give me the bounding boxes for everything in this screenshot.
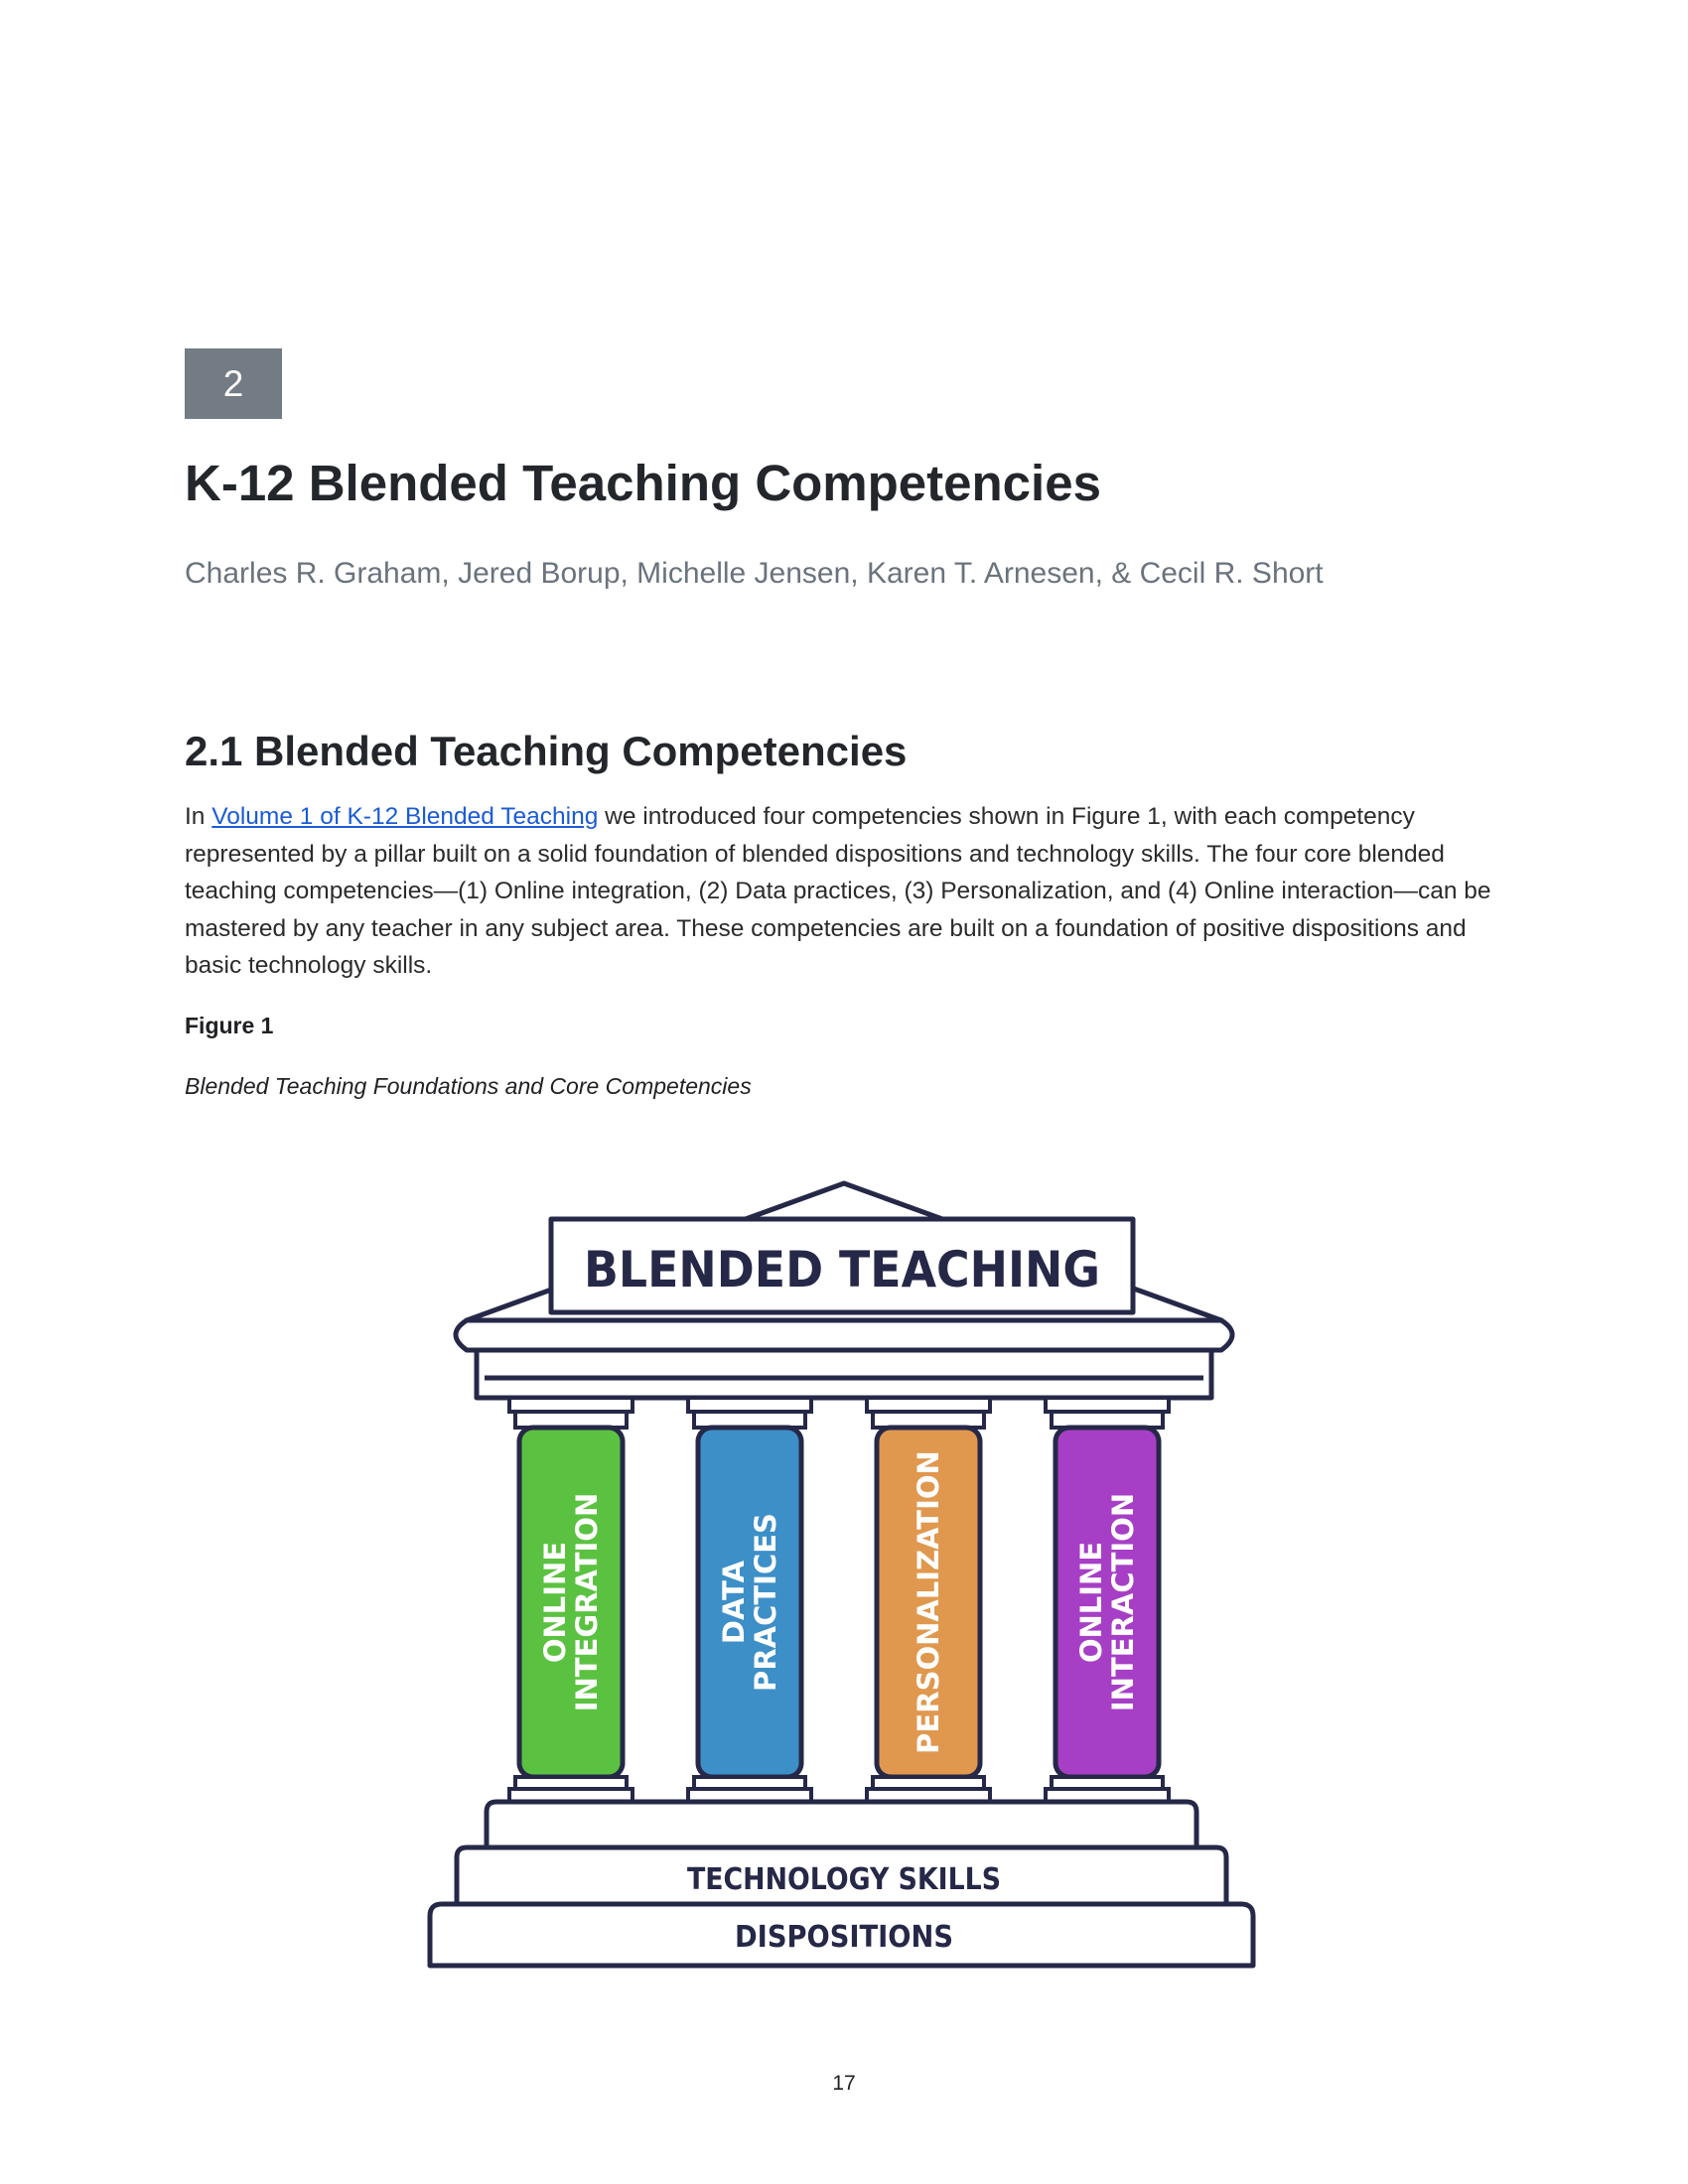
pillar-2: [688, 1398, 811, 1802]
pillar-label-1: ONLINEINTEGRATION: [538, 1492, 604, 1712]
pillar-1: [509, 1398, 633, 1802]
technology-skills-label: TECHNOLOGY SKILLS: [687, 1862, 1001, 1897]
chapter-title: K-12 Blended Teaching Competencies: [185, 455, 1101, 511]
pillar-4: [1046, 1398, 1169, 1802]
pillar-label-3: PERSONALIZATION: [912, 1450, 945, 1754]
page-number: 17: [832, 2072, 856, 2095]
chapter-authors: Charles R. Graham, Jered Borup, Michelle Jensen, Karen T. Arnesen, & Cecil R. Short: [185, 557, 1324, 590]
section-title: 2.1 Blended Teaching Competencies: [185, 728, 908, 774]
paragraph-intro: In: [185, 803, 212, 830]
pillar-label-2: DATAPRACTICES: [717, 1513, 782, 1692]
dispositions-label: DISPOSITIONS: [735, 1920, 953, 1955]
figure-label: Figure 1: [185, 1013, 274, 1038]
chapter-number: 2: [222, 362, 244, 404]
base-top-step: [487, 1802, 1196, 1847]
roof-label: BLENDED TEACHING: [584, 1241, 1100, 1298]
temple-entablature: [456, 1320, 1232, 1398]
pillar-3: [867, 1398, 990, 1802]
volume-1-link[interactable]: Volume 1 of K-12 Blended Teaching: [211, 803, 599, 830]
figure-caption: Blended Teaching Foundations and Core Competencies: [185, 1073, 752, 1099]
paragraph-body: we introduced four competencies shown in Figure 1, with each competency represented by a pillar built on a solid foundation of blended dispositions and technology skills. The four core blended teaching competencies—(1) Online integration, (2) Data practices, (3) Personalization, and (4) Online interaction—can be mastered by any teacher in any subject area. These competencies are built on a foundation of positive dispositions and basic technology skills.: [185, 803, 1491, 979]
pillar-label-4: ONLINEINTERACTION: [1074, 1492, 1140, 1712]
